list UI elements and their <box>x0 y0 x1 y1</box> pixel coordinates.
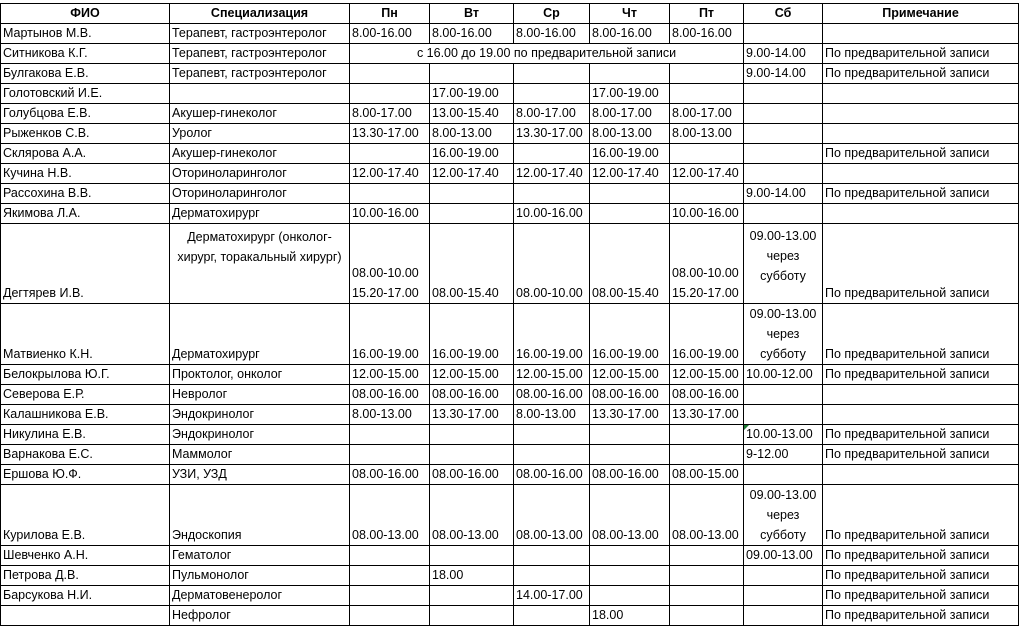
note: По предварительной записи <box>823 586 1019 606</box>
tue-hours <box>430 606 514 626</box>
note: По предварительной записи <box>823 224 1019 304</box>
fri-hours: 08.00-16.00 <box>670 385 744 405</box>
fri-hours <box>670 64 744 84</box>
note: По предварительной записи <box>823 64 1019 84</box>
wed-hours <box>514 566 590 586</box>
fri-hours-line: 15.20-17.00 <box>672 286 739 300</box>
table-row <box>1 84 1019 104</box>
fri-hours <box>670 184 744 204</box>
thu-hours <box>590 546 670 566</box>
specialization: Дерматохирург (онколог-хирург, торакальный хирург) <box>170 224 350 304</box>
thu-hours: 08.00-16.00 <box>590 385 670 405</box>
wed-hours <box>514 425 590 445</box>
specialization: Пульмонолог <box>170 566 350 586</box>
sat-hours-line: 09.00-13.00 <box>749 488 817 502</box>
header-note: Примечание <box>823 4 1019 24</box>
sat-hours-line: через <box>766 327 800 341</box>
table-row <box>1 24 1019 44</box>
doctor-name: Курилова Е.В. <box>1 485 170 546</box>
table-row <box>1 304 1019 365</box>
note: По предварительной записи <box>823 144 1019 164</box>
mon-hours-line: 15.20-17.00 <box>352 286 419 300</box>
header-mon: Пн <box>350 4 430 24</box>
doctor-name: Шевченко А.Н. <box>1 546 170 566</box>
tue-hours: 17.00-19.00 <box>430 84 514 104</box>
specialization: Дерматохирург <box>170 204 350 224</box>
sat-hours-line: через <box>766 249 800 263</box>
sat-hours <box>744 104 823 124</box>
mon-hours: 8.00-16.00 <box>350 24 430 44</box>
doctor-name: Калашникова Е.В. <box>1 405 170 425</box>
mon-hours <box>350 445 430 465</box>
sat-hours-line: субботу <box>760 528 806 542</box>
header-sat: Сб <box>744 4 823 24</box>
thu-hours: 8.00-13.00 <box>590 124 670 144</box>
sat-hours <box>744 24 823 44</box>
specialization: Проктолог, онколог <box>170 365 350 385</box>
fri-hours: 08.00-13.00 <box>670 485 744 546</box>
doctor-name: Булгакова Е.В. <box>1 64 170 84</box>
sat-hours: 9.00-14.00 <box>744 64 823 84</box>
sat-hours: 9.00-14.00 <box>744 184 823 204</box>
note <box>823 104 1019 124</box>
fri-hours <box>670 566 744 586</box>
specialization: Терапевт, гастроэнтеролог <box>170 24 350 44</box>
header-thu: Чт <box>590 4 670 24</box>
thu-hours: 08.00-16.00 <box>590 465 670 485</box>
table-row <box>1 405 1019 425</box>
mon-hours <box>350 184 430 204</box>
thu-hours <box>590 184 670 204</box>
mon-hours <box>350 144 430 164</box>
header-tue: Вт <box>430 4 514 24</box>
tue-hours: 12.00-15.00 <box>430 365 514 385</box>
sat-hours <box>744 164 823 184</box>
tue-hours: 08.00-16.00 <box>430 385 514 405</box>
header-row <box>1 4 1019 24</box>
tue-hours: 18.00 <box>430 566 514 586</box>
fri-hours <box>670 546 744 566</box>
tue-hours: 16.00-19.00 <box>430 144 514 164</box>
mon-hours <box>350 84 430 104</box>
doctor-name: Северова Е.Р. <box>1 385 170 405</box>
specialization: Дерматохирург <box>170 304 350 365</box>
note <box>823 84 1019 104</box>
thu-hours: 13.30-17.00 <box>590 405 670 425</box>
thu-hours <box>590 566 670 586</box>
tue-hours <box>430 204 514 224</box>
tue-hours: 8.00-13.00 <box>430 124 514 144</box>
thu-hours: 12.00-15.00 <box>590 365 670 385</box>
header-fri: Пт <box>670 4 744 24</box>
note: По предварительной записи <box>823 485 1019 546</box>
table-row <box>1 365 1019 385</box>
weekdays-hours: с 16.00 до 19.00 по предварительной записи <box>350 44 744 64</box>
note: По предварительной записи <box>823 184 1019 204</box>
mon-hours: 08.00-16.00 <box>350 385 430 405</box>
thu-hours <box>590 425 670 445</box>
table-row <box>1 465 1019 485</box>
mon-hours <box>350 224 430 304</box>
wed-hours: 08.00-10.00 <box>514 224 590 304</box>
header-name: ФИО <box>1 4 170 24</box>
mon-hours: 12.00-15.00 <box>350 365 430 385</box>
doctor-name: Дегтярев И.В. <box>1 224 170 304</box>
mon-hours: 13.30-17.00 <box>350 124 430 144</box>
doctor-name: Кучина Н.В. <box>1 164 170 184</box>
note <box>823 24 1019 44</box>
doctor-name: Голубцова Е.В. <box>1 104 170 124</box>
specialization: Маммолог <box>170 445 350 465</box>
header-specialization: Специализация <box>170 4 350 24</box>
thu-hours: 08.00-15.40 <box>590 224 670 304</box>
tue-hours: 12.00-17.40 <box>430 164 514 184</box>
thu-hours: 8.00-16.00 <box>590 24 670 44</box>
wed-hours <box>514 64 590 84</box>
doctor-name: Рассохина В.В. <box>1 184 170 204</box>
sat-hours: 09.00-13.00 <box>744 546 823 566</box>
doctor-name: Петрова Д.В. <box>1 566 170 586</box>
thu-hours <box>590 204 670 224</box>
mon-hours-line: 08.00-10.00 <box>352 266 419 280</box>
doctor-name: Барсукова Н.И. <box>1 586 170 606</box>
fri-hours: 12.00-17.40 <box>670 164 744 184</box>
fri-hours: 08.00-15.00 <box>670 465 744 485</box>
wed-hours: 12.00-15.00 <box>514 365 590 385</box>
note <box>823 465 1019 485</box>
schedule-table <box>0 3 1019 626</box>
specialization: Оториноларинголог <box>170 164 350 184</box>
tue-hours: 08.00-15.40 <box>430 224 514 304</box>
table-row <box>1 485 1019 546</box>
note: По предварительной записи <box>823 425 1019 445</box>
table-row <box>1 224 1019 304</box>
tue-hours: 08.00-13.00 <box>430 485 514 546</box>
fri-hours <box>670 586 744 606</box>
note: По предварительной записи <box>823 606 1019 626</box>
specialization: Невролог <box>170 385 350 405</box>
wed-hours: 08.00-13.00 <box>514 485 590 546</box>
thu-hours: 16.00-19.00 <box>590 304 670 365</box>
specialization: Акушер-гинеколог <box>170 144 350 164</box>
mon-hours <box>350 425 430 445</box>
wed-hours <box>514 606 590 626</box>
mon-hours: 08.00-16.00 <box>350 465 430 485</box>
doctor-name: Никулина Е.В. <box>1 425 170 445</box>
tue-hours <box>430 546 514 566</box>
table-row <box>1 566 1019 586</box>
sat-hours <box>744 485 823 546</box>
table-row <box>1 164 1019 184</box>
note <box>823 124 1019 144</box>
mon-hours <box>350 64 430 84</box>
specialization: Эндокринолог <box>170 405 350 425</box>
sat-hours <box>744 304 823 365</box>
fri-hours <box>670 84 744 104</box>
doctor-name: Белокрылова Ю.Г. <box>1 365 170 385</box>
sat-hours <box>744 586 823 606</box>
tue-hours: 8.00-16.00 <box>430 24 514 44</box>
table-row <box>1 546 1019 566</box>
thu-hours <box>590 445 670 465</box>
mon-hours <box>350 606 430 626</box>
header-wed: Ср <box>514 4 590 24</box>
table-row <box>1 445 1019 465</box>
specialization: Нефролог <box>170 606 350 626</box>
thu-hours <box>590 64 670 84</box>
tue-hours <box>430 184 514 204</box>
note: По предварительной записи <box>823 365 1019 385</box>
doctor-name: Варнакова Е.С. <box>1 445 170 465</box>
tue-hours: 08.00-16.00 <box>430 465 514 485</box>
sat-hours: 10.00-12.00 <box>744 365 823 385</box>
specialization: УЗИ, УЗД <box>170 465 350 485</box>
specialization <box>170 84 350 104</box>
note: По предварительной записи <box>823 304 1019 365</box>
doctor-name: Матвиенко К.Н. <box>1 304 170 365</box>
thu-hours: 12.00-17.40 <box>590 164 670 184</box>
tue-hours: 16.00-19.00 <box>430 304 514 365</box>
specialization: Терапевт, гастроэнтеролог <box>170 44 350 64</box>
fri-hours: 8.00-16.00 <box>670 24 744 44</box>
specialization: Эндокринолог <box>170 425 350 445</box>
wed-hours: 12.00-17.40 <box>514 164 590 184</box>
sat-hours <box>744 124 823 144</box>
mon-hours: 12.00-17.40 <box>350 164 430 184</box>
fri-hours <box>670 606 744 626</box>
wed-hours: 14.00-17.00 <box>514 586 590 606</box>
mon-hours <box>350 566 430 586</box>
table-row <box>1 606 1019 626</box>
sat-hours: 9-12.00 <box>744 445 823 465</box>
mon-hours <box>350 546 430 566</box>
wed-hours: 8.00-13.00 <box>514 405 590 425</box>
specialization: Эндоскопия <box>170 485 350 546</box>
fri-hours: 8.00-17.00 <box>670 104 744 124</box>
mon-hours: 08.00-13.00 <box>350 485 430 546</box>
note: По предварительной записи <box>823 546 1019 566</box>
wed-hours: 08.00-16.00 <box>514 465 590 485</box>
sat-hours <box>744 606 823 626</box>
fri-hours <box>670 144 744 164</box>
specialization: Акушер-гинеколог <box>170 104 350 124</box>
sat-hours-line: 09.00-13.00 <box>749 229 817 243</box>
sat-hours <box>744 405 823 425</box>
fri-hours <box>670 445 744 465</box>
tue-hours <box>430 586 514 606</box>
wed-hours <box>514 84 590 104</box>
doctor-name: Ершова Ю.Ф. <box>1 465 170 485</box>
tue-hours <box>430 425 514 445</box>
mon-hours: 8.00-17.00 <box>350 104 430 124</box>
thu-hours: 17.00-19.00 <box>590 84 670 104</box>
note: По предварительной записи <box>823 566 1019 586</box>
fri-hours <box>670 224 744 304</box>
specialization: Гематолог <box>170 546 350 566</box>
tue-hours <box>430 64 514 84</box>
wed-hours: 13.30-17.00 <box>514 124 590 144</box>
note: По предварительной записи <box>823 445 1019 465</box>
sat-hours <box>744 144 823 164</box>
note <box>823 405 1019 425</box>
note <box>823 385 1019 405</box>
mon-hours: 8.00-13.00 <box>350 405 430 425</box>
wed-hours: 08.00-16.00 <box>514 385 590 405</box>
wed-hours <box>514 184 590 204</box>
doctor-name: Ситникова К.Г. <box>1 44 170 64</box>
note <box>823 164 1019 184</box>
specialization: Оториноларинголог <box>170 184 350 204</box>
sat-hours <box>744 385 823 405</box>
thu-hours: 8.00-17.00 <box>590 104 670 124</box>
doctor-name: Склярова А.А. <box>1 144 170 164</box>
sat-hours-line: через <box>766 508 800 522</box>
tue-hours: 13.30-17.00 <box>430 405 514 425</box>
wed-hours <box>514 144 590 164</box>
tue-hours: 13.00-15.40 <box>430 104 514 124</box>
specialization: Дерматовенеролог <box>170 586 350 606</box>
fri-hours-line: 08.00-10.00 <box>672 266 739 280</box>
sat-hours <box>744 224 823 304</box>
sat-hours: 9.00-14.00 <box>744 44 823 64</box>
sat-hours <box>744 84 823 104</box>
fri-hours: 13.30-17.00 <box>670 405 744 425</box>
note <box>823 204 1019 224</box>
fri-hours <box>670 425 744 445</box>
wed-hours: 8.00-17.00 <box>514 104 590 124</box>
wed-hours <box>514 445 590 465</box>
table-row <box>1 124 1019 144</box>
fri-hours: 12.00-15.00 <box>670 365 744 385</box>
thu-hours <box>590 586 670 606</box>
doctor-name <box>1 606 170 626</box>
table-row <box>1 385 1019 405</box>
wed-hours: 8.00-16.00 <box>514 24 590 44</box>
wed-hours: 10.00-16.00 <box>514 204 590 224</box>
sat-hours <box>744 465 823 485</box>
table-row <box>1 64 1019 84</box>
thu-hours: 18.00 <box>590 606 670 626</box>
thu-hours: 08.00-13.00 <box>590 485 670 546</box>
specialization: Терапевт, гастроэнтеролог <box>170 64 350 84</box>
sat-hours <box>744 566 823 586</box>
doctor-name: Голотовский И.Е. <box>1 84 170 104</box>
fri-hours: 8.00-13.00 <box>670 124 744 144</box>
doctor-name: Мартынов М.В. <box>1 24 170 44</box>
wed-hours <box>514 546 590 566</box>
sat-hours-line: субботу <box>760 347 806 361</box>
mon-hours: 10.00-16.00 <box>350 204 430 224</box>
table-row <box>1 204 1019 224</box>
table-row <box>1 104 1019 124</box>
sat-hours-line: 09.00-13.00 <box>749 307 817 321</box>
wed-hours: 16.00-19.00 <box>514 304 590 365</box>
specialization: Уролог <box>170 124 350 144</box>
doctor-name: Якимова Л.А. <box>1 204 170 224</box>
doctor-name: Рыженков С.В. <box>1 124 170 144</box>
table-row <box>1 184 1019 204</box>
note: По предварительной записи <box>823 44 1019 64</box>
sat-hours <box>744 204 823 224</box>
sat-hours: 10.00-13.00 <box>744 425 823 445</box>
table-row <box>1 144 1019 164</box>
tue-hours <box>430 445 514 465</box>
thu-hours: 16.00-19.00 <box>590 144 670 164</box>
table-row <box>1 425 1019 445</box>
fri-hours: 10.00-16.00 <box>670 204 744 224</box>
table-row <box>1 586 1019 606</box>
fri-hours: 16.00-19.00 <box>670 304 744 365</box>
mon-hours: 16.00-19.00 <box>350 304 430 365</box>
sat-hours-line: субботу <box>760 269 806 283</box>
table-row <box>1 44 1019 64</box>
mon-hours <box>350 586 430 606</box>
